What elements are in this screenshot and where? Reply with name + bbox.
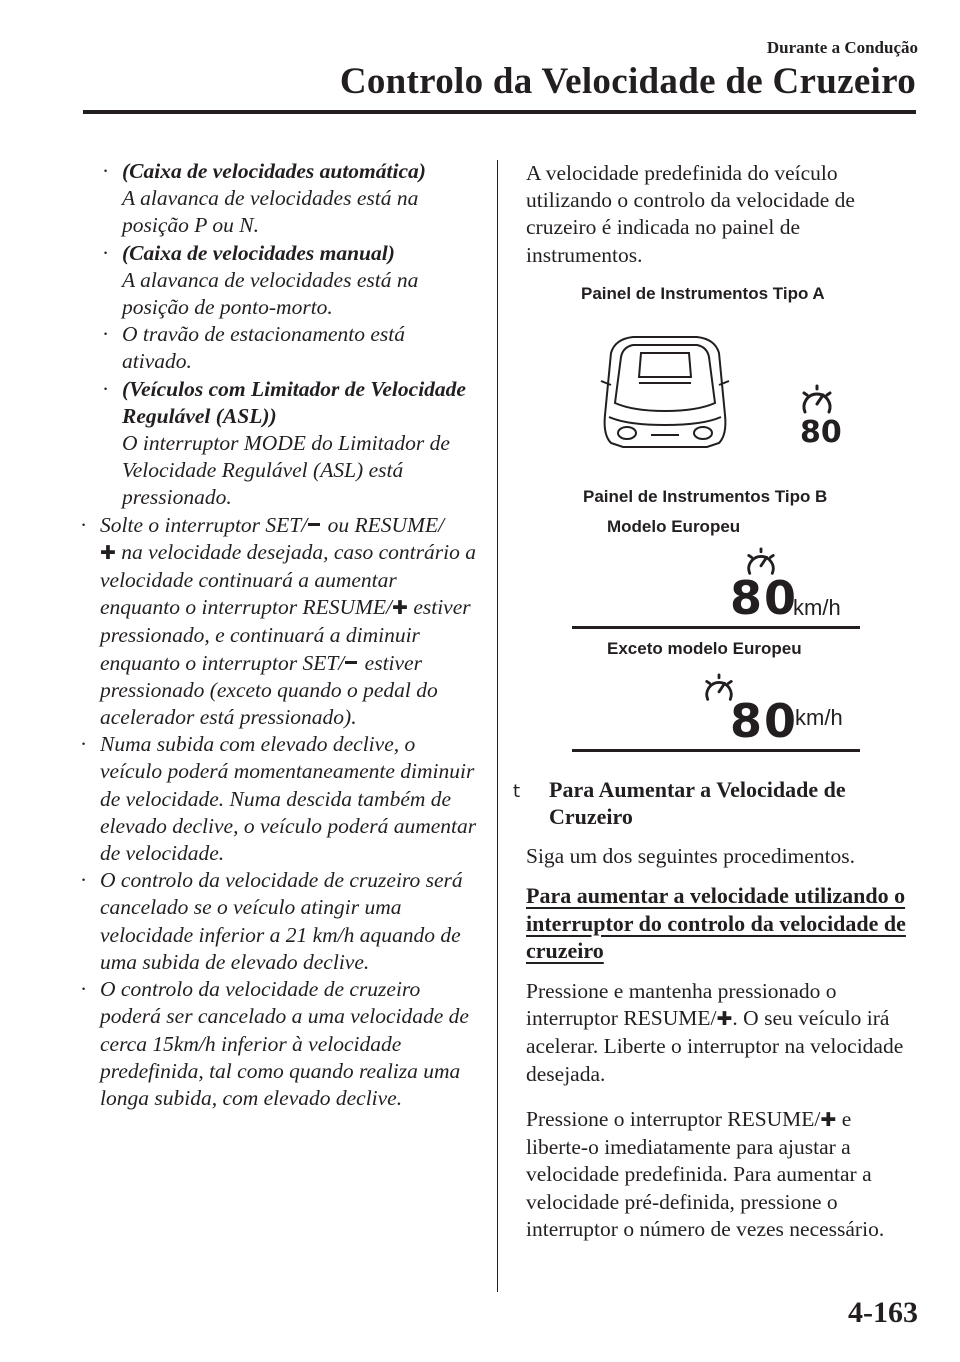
minus-icon (345, 661, 357, 664)
minus-icon (308, 523, 320, 526)
speed-readout: 80 (800, 415, 842, 450)
list-item: · O controlo da velocidade de cruzeiro poderá ser cancelado a uma velocidade de cerca 15km/h inferior à velocidade predefinida, tal como quando realiza uma longa subida, com elevado declive. (80, 977, 469, 1110)
speed-readout: 80 (730, 694, 799, 748)
procedures-text: Siga um dos seguintes procedimentos. (526, 844, 856, 868)
bullet-icon: · (80, 868, 88, 893)
header-rule (83, 110, 916, 114)
plus-icon: ✚ (100, 541, 116, 564)
panel-a-caption: Painel de Instrumentos Tipo A (581, 284, 825, 303)
page-number: 4-163 (848, 1296, 918, 1329)
bullet-icon: · (80, 732, 88, 757)
item-body: O travão de estacionamento está ativado. (122, 322, 406, 374)
bullet-icon: · (102, 240, 110, 265)
bullet-icon: · (102, 322, 110, 347)
car-rear-icon (597, 333, 732, 455)
panel-b-caption: Painel de Instrumentos Tipo B (583, 487, 828, 506)
cruise-speedometer-icon (799, 384, 835, 418)
item-title: (Veículos com Limitador de Velocidade Regulável (ASL)) (122, 376, 466, 428)
list-item: · Numa subida com elevado declive, o veículo poderá momentaneamente diminuir de velocidade. Numa descida também de elevado declive, o veículo poderá aumentar de velocidade. (80, 732, 477, 866)
item-body: O interruptor MODE do Limitador de Velocidade Regulável (ASL) está pressionado. (122, 431, 450, 510)
speed-unit: km/h (795, 705, 843, 730)
list-item: · Solte o interruptor SET/ ou RESUME/ ✚ na velocidade desejada, caso contrário a velocidade continuará a aumentar enquanto o interruptor RESUME/✚ estiver pressionado, e continuará a diminuir enquanto o interruptor SET/ estiver pressionado (exceto quando o pedal do acelerador está pressionado). (80, 512, 476, 730)
bullet-icon: · (102, 159, 110, 183)
intro-paragraph: A velocidade predefinida do veículo utilizando o controlo da velocidade de cruzeiro é indicada no painel de instrumentos. (526, 161, 855, 267)
method-heading: Para aumentar a velocidade utilizando o interruptor do controlo da velocidade de cruzeiro (526, 883, 906, 963)
panel-rule (572, 626, 860, 629)
hold-paragraph: Pressione e mantenha pressionado o interruptor RESUME/✚. O seu veículo irá acelerar. Liberte o interruptor na velocidade desejada. (526, 979, 904, 1086)
left-column (80, 158, 480, 1112)
section-label: Durante a Condução (766, 38, 918, 57)
plus-icon: ✚ (716, 1008, 733, 1031)
plus-icon: ✚ (820, 1109, 837, 1131)
list-item (100, 321, 480, 375)
speed-unit: km/h (793, 595, 841, 620)
heading-marker: t (513, 781, 521, 802)
speed-readout: 80 (730, 571, 799, 625)
item-body: A alavanca de velocidades está na posição de ponto-morto. (122, 267, 419, 320)
model-other-label: Exceto modelo Europeu (607, 639, 802, 658)
item-title: (Caixa de velocidades manual) (122, 240, 395, 265)
list-item (100, 376, 480, 512)
list-item (100, 240, 480, 322)
panel-rule (572, 749, 860, 752)
bullet-icon: · (80, 512, 88, 537)
page-title: Controlo da Velocidade de Cruzeiro (339, 61, 916, 102)
plus-icon: ✚ (392, 597, 408, 620)
column-divider (497, 160, 498, 1292)
bullet-icon: · (80, 977, 88, 1002)
press-paragraph: Pressione o interruptor RESUME/✚ e liberte-o imediatamente para ajustar a velocidade predefinida. Para aumentar a velocidade pré-definida, pressione o interruptor o número de vezes necessário. (526, 1107, 885, 1241)
subsection-heading: t Para Aumentar a Velocidade de Cruzeiro (513, 777, 846, 829)
model-eu-label: Modelo Europeu (607, 517, 741, 536)
list-item: · O controlo da velocidade de cruzeiro será cancelado se o veículo atingir uma velocidade inferior a 21 km/h aquando de uma subida de elevado declive. (80, 868, 463, 974)
item-body: A alavanca de velocidades está na posição P ou N. (122, 186, 419, 238)
bullet-icon: · (102, 376, 110, 401)
item-title: (Caixa de velocidades automática) (122, 159, 426, 183)
list-item (100, 158, 480, 240)
